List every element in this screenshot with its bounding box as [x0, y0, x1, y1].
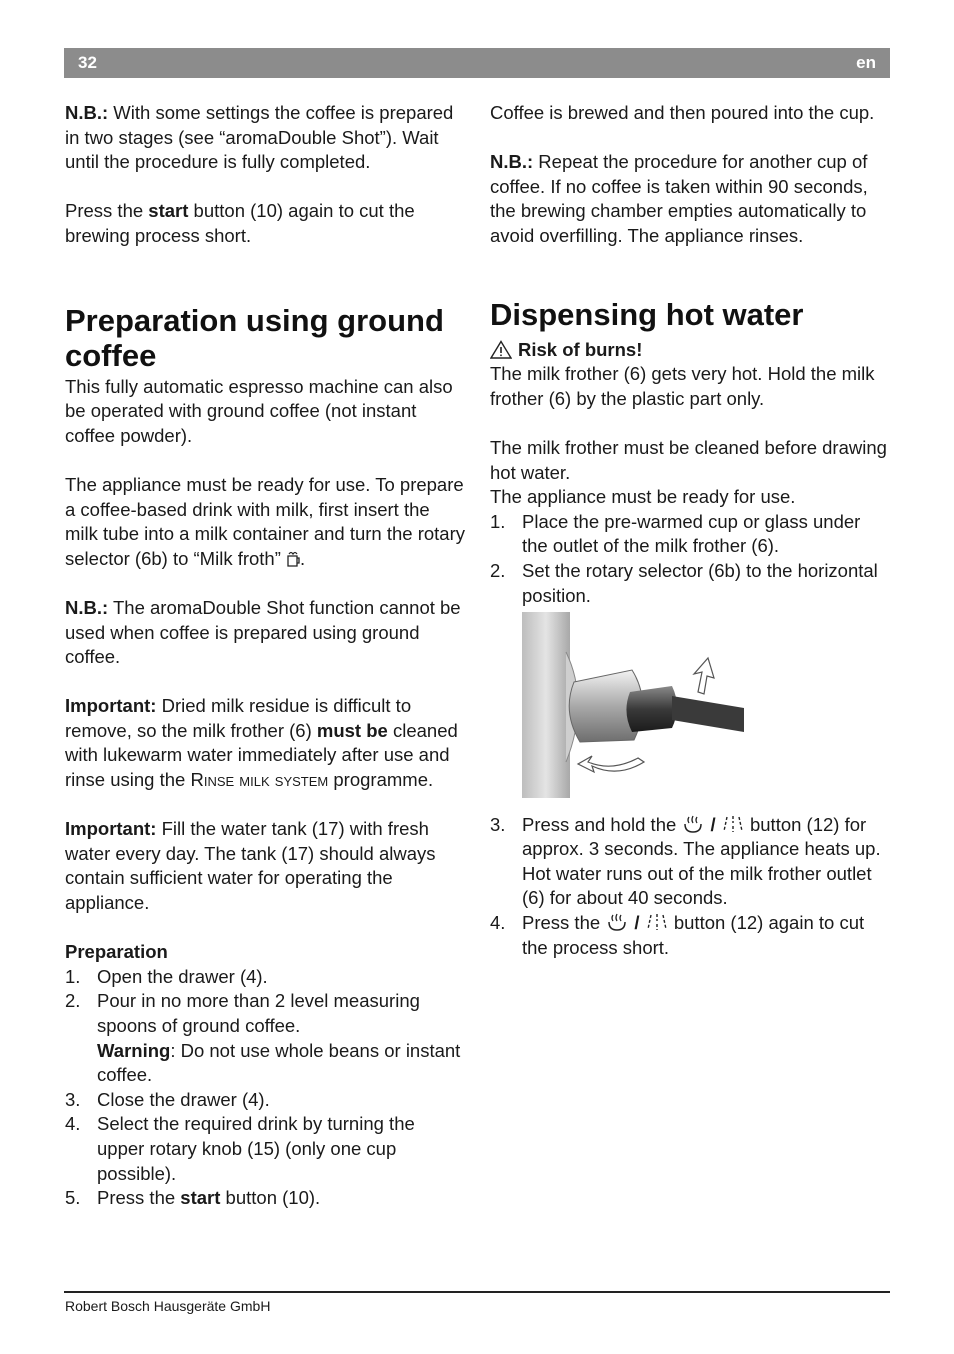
step-text: Select the required drink by turning the upper rotary knob (15) (only one cup possible).	[97, 1113, 415, 1184]
nb-paragraph-repeat	[490, 150, 890, 248]
milk-froth-icon	[286, 551, 300, 568]
risk-text: The milk frother (6) gets very hot. Hold the milk frother (6) by the plastic part only.	[490, 363, 875, 409]
preparation-subheading	[65, 940, 465, 965]
text: cleaned with lukewarm water immediately after use and rinse using the	[65, 719, 458, 791]
list-item	[65, 1112, 465, 1186]
step-number: 3.	[490, 813, 506, 835]
nb-label: N.B.:	[65, 102, 109, 123]
important-label: Important:	[65, 695, 157, 717]
step-text: button (10).	[220, 1187, 321, 1209]
text: Press the	[65, 200, 149, 222]
text: Dried milk residue is difficult to remove, so the milk frother (6)	[65, 695, 412, 741]
nb-text: With some settings the coffee is prepared in two stages (see “aromaDouble Shot”). Wait until the procedure is fully completed.	[65, 102, 454, 173]
footer-company: Robert Bosch Hausgeräte GmbH	[65, 1298, 271, 1314]
step-number: 2.	[490, 559, 506, 581]
ready-paragraph	[65, 473, 465, 571]
nb-text: Repeat the procedure for another cup of coffee. If no coffee is taken within 90 seconds, the brewing chamber empties automatically to avoid overfilling. The appliance rinses.	[490, 151, 868, 246]
text: programme.	[328, 769, 434, 791]
text: .	[300, 547, 306, 569]
list-item	[490, 813, 890, 911]
steam-icon	[681, 814, 705, 834]
step-number: 4.	[490, 912, 506, 934]
important-milk-paragraph	[65, 694, 465, 792]
intro-paragraph: This fully automatic espresso machine can also be operated with ground coffee (not instant coffee powder).	[65, 375, 453, 446]
text: button (10) again to cut the brewing process short.	[65, 200, 415, 246]
heading-ground-coffee: Preparation using ground coffee	[65, 302, 444, 373]
important-water-paragraph	[65, 817, 465, 915]
start-keyword: start	[148, 200, 189, 222]
emphasis: must be	[316, 719, 388, 741]
step-number: 3.	[65, 1088, 81, 1110]
ready-paragraph: The appliance must be ready for use.	[490, 486, 796, 508]
hot-water-icon	[645, 912, 669, 932]
step-number: 4.	[65, 1113, 81, 1135]
text: The appliance must be ready for use. To prepare a coffee-based drink with milk, first insert the milk tube into a milk container and turn the rotary selector (6b) to “Milk froth”	[65, 473, 465, 569]
steam-icon	[605, 912, 629, 932]
list-item	[65, 1186, 465, 1211]
slash: /	[705, 813, 721, 835]
warning-triangle-icon	[490, 340, 512, 359]
preparation-steps	[65, 965, 465, 1211]
page-number: 32	[78, 53, 97, 72]
list-item	[490, 559, 890, 608]
step-text: Set the rotary selector (6b) to the horizontal position.	[522, 559, 878, 606]
step-text: Press the	[522, 912, 606, 934]
nb-paragraph-stages	[65, 101, 465, 175]
left-column	[65, 101, 465, 1211]
step-number: 1.	[490, 510, 506, 532]
step-text: Place the pre-warmed cup or glass under the outlet of the milk frother (6).	[522, 510, 861, 557]
warning-text: : Do not use whole beans or instant coffee.	[97, 1039, 461, 1086]
heading-hot-water: Dispensing hot water	[490, 296, 804, 332]
brewed-paragraph: Coffee is brewed and then poured into the cup.	[490, 102, 875, 123]
warning-label: Warning	[97, 1039, 171, 1061]
risk-title: Risk of burns!	[518, 338, 643, 360]
programme-name: Rinse milk system	[190, 769, 329, 791]
nb-label: N.B.:	[65, 596, 109, 618]
step-number: 2.	[65, 990, 81, 1012]
list-item	[490, 911, 890, 960]
step-text: button (12) for approx. 3 seconds. The appliance heats up. Hot water runs out of the milk frother outlet (6) for about 40 seconds.	[522, 813, 881, 909]
page-header-bar	[64, 48, 890, 78]
step-text: Close the drawer (4).	[97, 1088, 270, 1110]
nb-paragraph-aroma	[65, 596, 465, 670]
footer-divider	[64, 1291, 890, 1293]
hot-water-steps	[490, 510, 890, 608]
step-text: Pour in no more than 2 level measuring spoons of ground coffee.	[97, 990, 420, 1036]
hot-water-steps-continued	[490, 813, 890, 961]
list-item	[490, 510, 890, 559]
text: Fill the water tank (17) with fresh water every day. The tank (17) should always contain sufficient water for operating the appliance.	[65, 818, 436, 914]
language-code: en	[856, 53, 876, 72]
step-text: Press the	[97, 1187, 181, 1209]
press-start-paragraph	[65, 199, 465, 248]
start-keyword: start	[180, 1187, 221, 1209]
risk-warning	[490, 338, 890, 363]
slash: /	[629, 912, 645, 934]
step-text: Press and hold the	[522, 813, 682, 835]
nb-label: N.B.:	[490, 151, 534, 173]
step-number: 5.	[65, 1187, 81, 1209]
list-item	[65, 989, 465, 1087]
milk-frother-illustration	[522, 612, 744, 798]
important-label: Important:	[65, 818, 157, 840]
step-number: 1.	[65, 965, 81, 987]
step-text: Open the drawer (4).	[97, 965, 268, 987]
nb-text: The aromaDouble Shot function cannot be used when coffee is prepared using ground coffee.	[65, 596, 461, 668]
step-text: button (12) again to cut the process short.	[522, 912, 865, 958]
right-column	[490, 101, 890, 960]
list-item	[65, 1088, 465, 1113]
hot-water-icon	[721, 814, 745, 834]
list-item	[65, 965, 465, 990]
clean-paragraph: The milk frother must be cleaned before drawing hot water.	[490, 436, 887, 483]
subheading-text: Preparation	[65, 941, 168, 963]
